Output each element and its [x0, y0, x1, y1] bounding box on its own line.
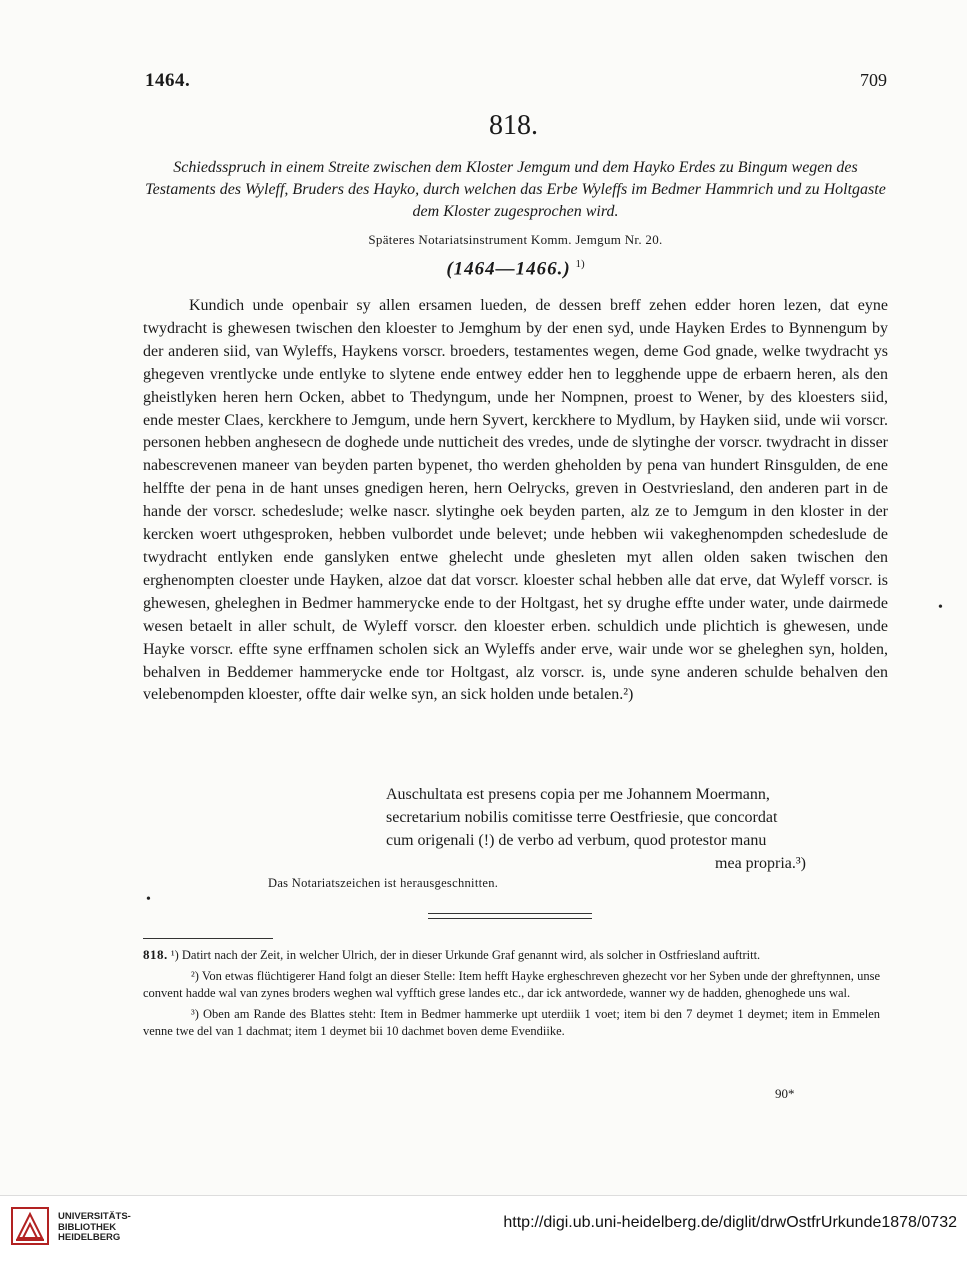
page-number: 709	[860, 70, 887, 90]
library-seal-icon[interactable]	[10, 1206, 50, 1246]
footnotes	[143, 946, 880, 1044]
library-name-line: BIBLIOTHEK	[58, 1221, 117, 1233]
attestation-line: Auschultata est presens copia per me Johannem Moermann,	[386, 786, 770, 803]
attestation-block	[386, 784, 846, 876]
footnote-3: ³) Oben am Rande des Blattes steht: Item in Bedmer hammerke upt uterdiik 1 voet; item bi den 7 deymet 1 deymet; item in Emmelen venne twe del van 1 dachmat; item 1 deymet bii 10 dachmet boven deme Evendiike.	[143, 1006, 880, 1039]
attestation-line-last: mea propria.³)	[715, 854, 806, 872]
running-header-year: 1464.	[145, 70, 191, 91]
section-divider	[428, 913, 592, 919]
footnote-label: 818.	[143, 947, 168, 962]
notary-note: Das Notariatszeichen ist herausgeschnitten.	[268, 876, 499, 890]
footnote-rule	[143, 938, 273, 939]
footnote-1	[143, 946, 880, 965]
document-title	[143, 157, 888, 223]
document-date-footnote-ref: 1)	[575, 258, 585, 270]
footnote-2: ²) Von etwas flüchtigerer Hand folgt an dieser Stelle: Item hefft Hayke ergheschreven ghezecht vor her Syben unde der ghreftynnen, unse convent hadde wal van zynes broders weghen wal vyfftich grese landes etc., dar ick antwordede, wanner wy de hadden, ghenoghede uns wal.	[143, 968, 880, 1001]
document-date	[143, 258, 888, 280]
attestation-line: secretarium nobilis comitisse terre Oestfriesie, que concordat	[386, 808, 778, 826]
document-number: 818.	[489, 110, 538, 141]
library-name-line: HEIDELBERG	[58, 1232, 121, 1243]
attestation-line: cum origenali (!) de verbo ad verbum, quod protestor manu	[386, 831, 767, 849]
speck-mark: •	[938, 600, 943, 615]
document-date-years: (1464—1466.)	[446, 258, 571, 280]
footnote-1-text: ¹) Datirt nach der Zeit, in welcher Ulrich, der in dieser Urkunde Graf genannt wird, als solcher in Ostfriesland auftritt.	[170, 948, 761, 962]
document-body	[143, 295, 888, 707]
document-subtitle: Späteres Notariatsinstrument Komm. Jemgum Nr. 20.	[368, 232, 663, 247]
signature-mark: 90*	[775, 1086, 795, 1101]
library-name-line: UNIVERSITÄTS-	[58, 1211, 131, 1222]
footer-bar	[0, 1195, 967, 1268]
permalink-url[interactable]: http://digi.ub.uni-heidelberg.de/diglit/drwOstfrUrkunde1878/0732	[503, 1214, 957, 1231]
library-name[interactable]	[58, 1212, 131, 1244]
document-body-paragraph: Kundich unde openbair sy allen ersamen lueden, de dessen breff zehen edder horen lezen, dat eyne twydracht is ghewesen twischen den kloester to Jemghum by der enen syd, unde Hayken Erdes to Bynnengum by der anderen siid, van Wyleffs, Haykens vorscr. broeders, testamentes wegen, deme God gnade, welke twydracht ys ghegeven vrentlycke unde entlyke to slytene ende entwey edder hen to legghende uppe de erbaern heren, als den gheistlyken heren hern Ocken, abbet to Thedyngum, unde her Nompnen, proest to Wener, by des kloesters siid, ende mester Claes, kerckhere to Jemgum, unde hern Syvert, kerckhere to Mydlum, by Hayken siid, unde wii vorscr. personen hebben anghesecn de doghede unde nutticheit des vredes, unde de slytinghe der vorscr. twydracht in disser nabescrevenen maneer van beyden parten bypenet, tho werden gheholden by pena van hundert Rinsgulden, de ene helffte der pena in de hant unses gnedigen heren, hern Oelrycks, greven in Oestvriesland, den anderen part in de hande der vorscr. schedeslude; welke nascr. slytinghe oek beyden parten, alz ze to Jemgum in den kloster in der kercken woert uthgesproken, hebben vulbordet unde belevet; unde hebben wii vakeghenompden schedeslude de twydracht entlyken ende ganslyken entwe ghelecht unde ghesleten myt allen olden saken twischen den erghenompten cloester unde Hayken, alzoe dat dat vorscr. kloester schal hebben alle dat erve, dat Wyleff vorscr. is ghewesen, gheleghen in Bedmer hammerycke ende to der Holtgast, het sy drughe effte under water, unde dairmede wesen betaelt in aller schult, de Wyleff vorscr. den kloester erben. schuldich unde plichtich is ghewesen, unde Hayke vorscr. effte syne erffnamen scholen sick an Wyleffs ander erve, wair unde wor se gheleghen syn, holden, behalven in Beddemer hammerycke ende tor Holtgast, alz vorscr. is, unde syne anderen schulde behalven den velebenompden kloester, offte dair welke syn, an sick holden unde betalen.²)	[143, 297, 888, 704]
speck-mark: •	[146, 892, 151, 907]
document-title-text: Schiedsspruch in einem Streite zwischen dem Kloster Jemgum und dem Hayko Erdes zu Bingum wegen des Testaments des Wyleff, Bruders des Hayko, durch welchen das Erbe Wyleffs im Bedmer Hammrich und zu Holtgaste dem Kloster zugesprochen wird.	[145, 159, 886, 220]
